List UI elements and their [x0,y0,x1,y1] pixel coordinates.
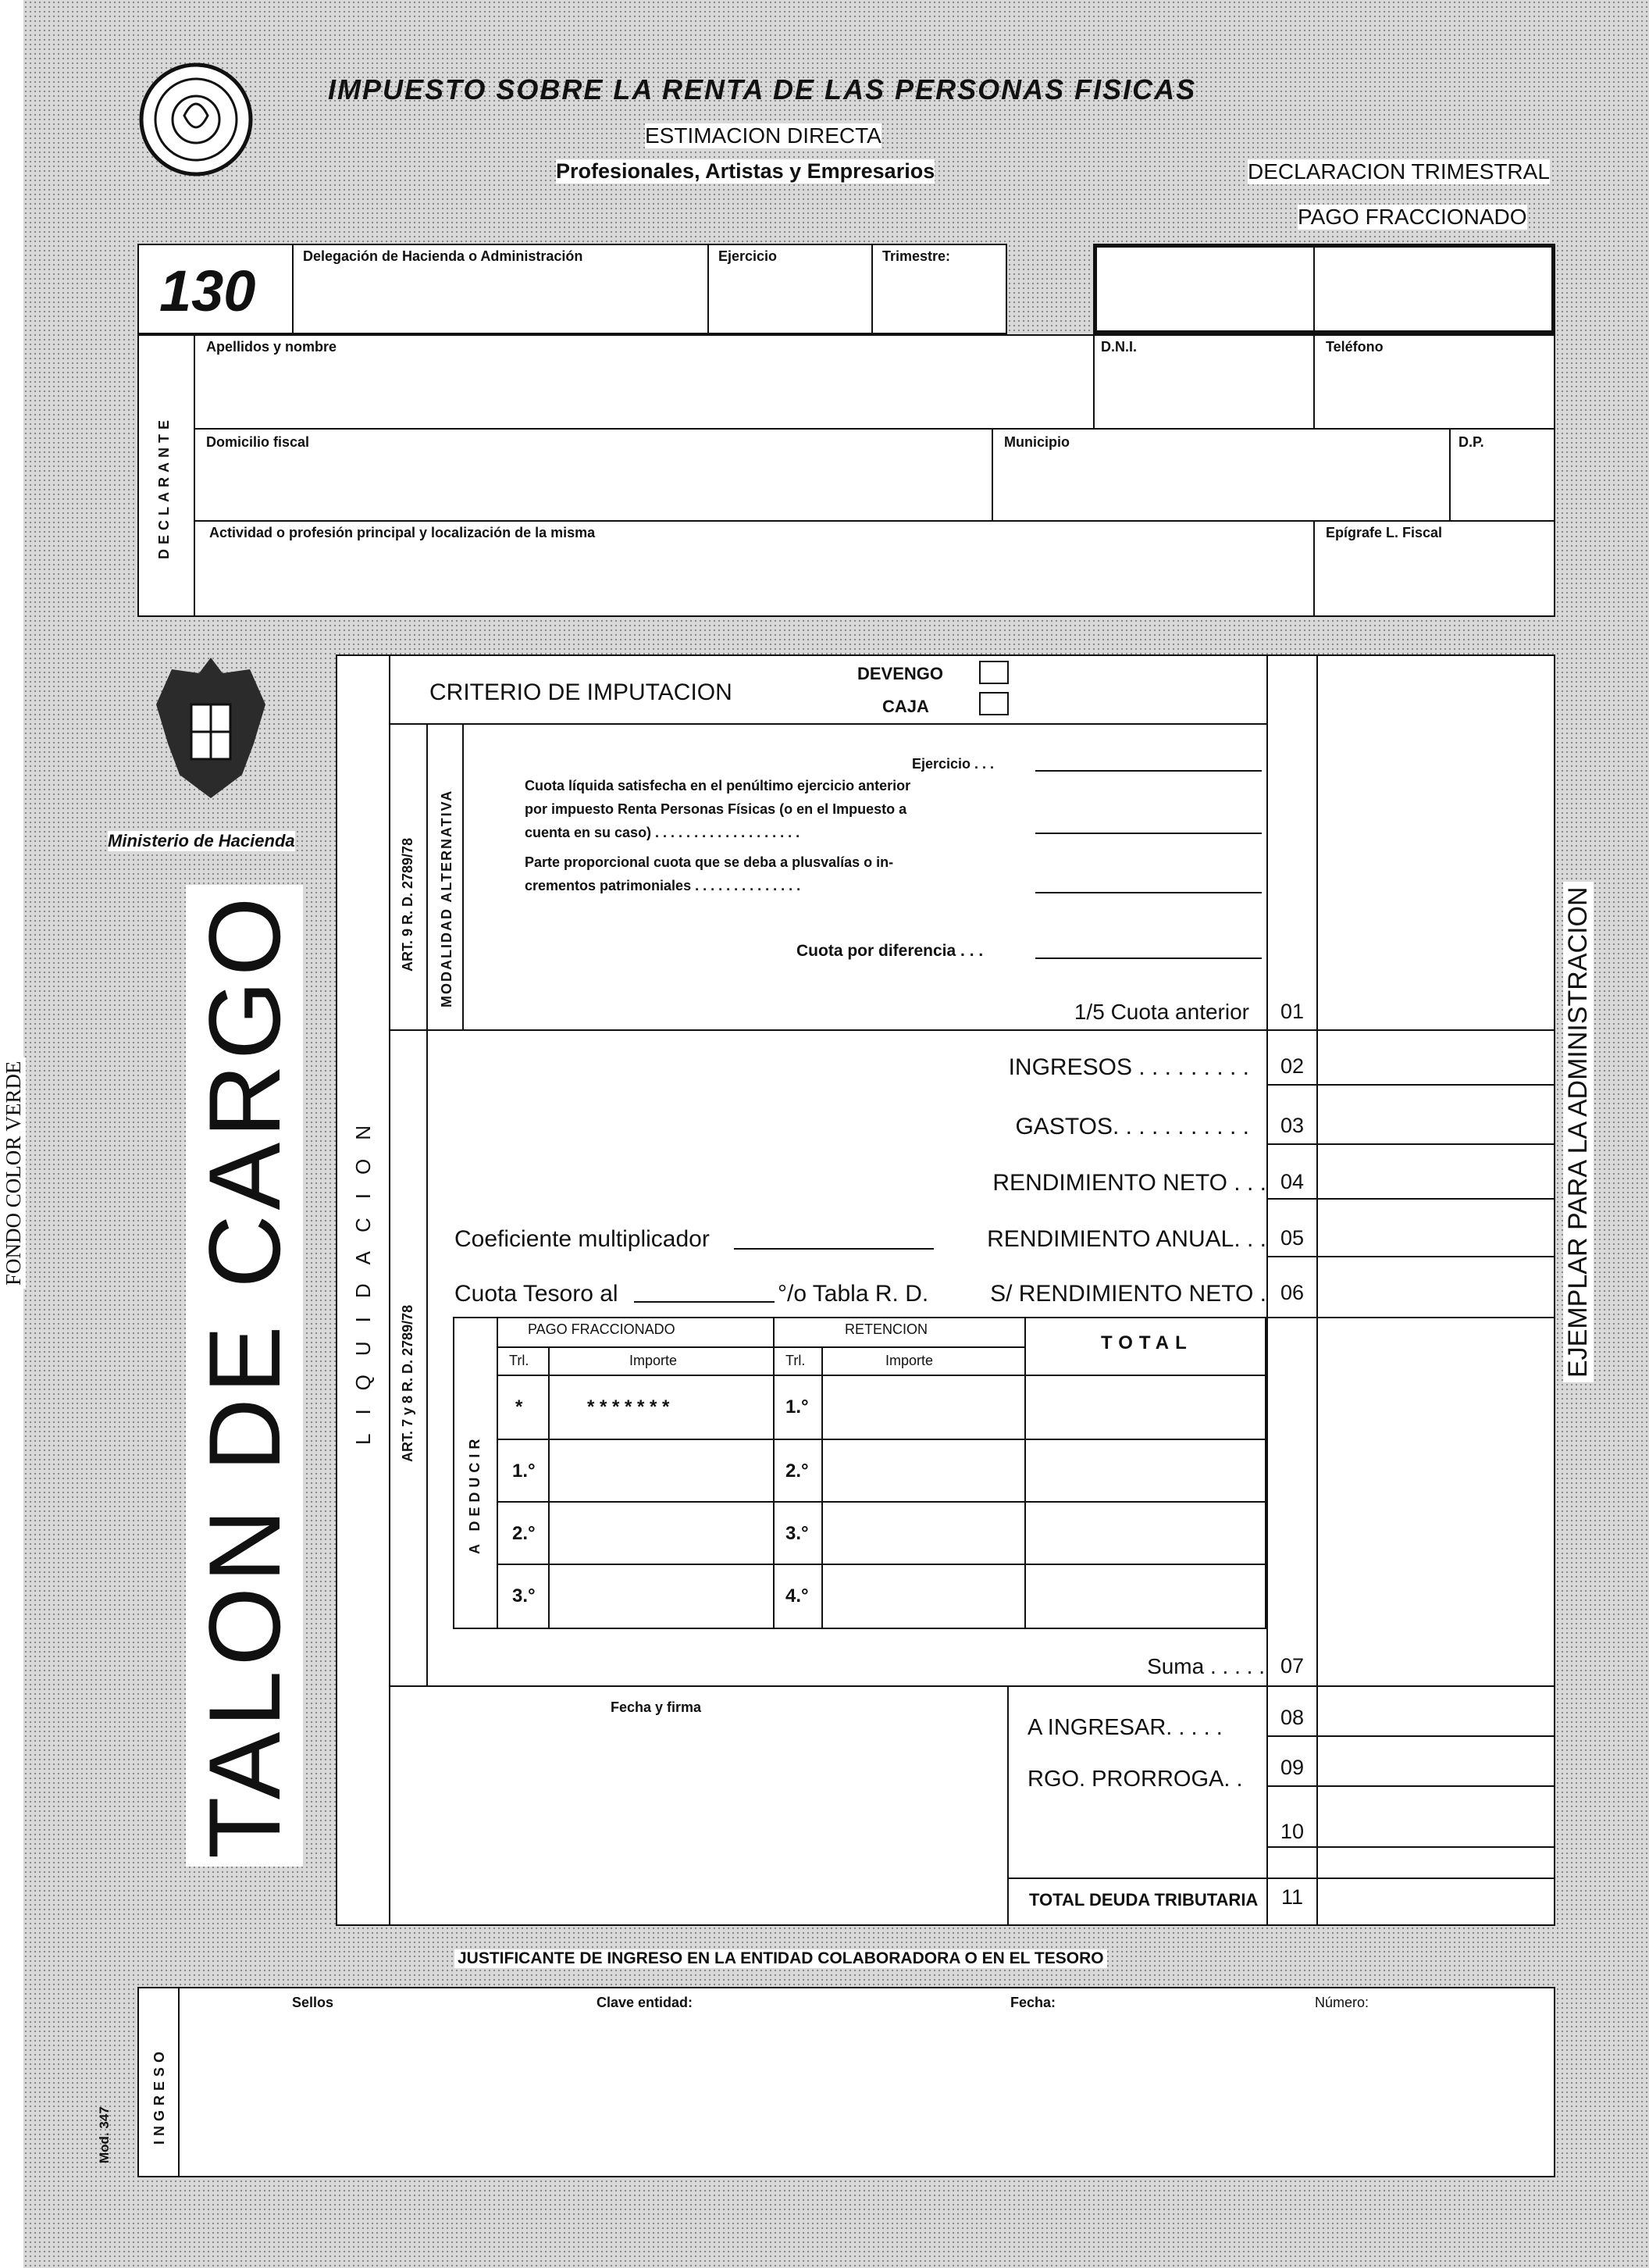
deduction-table [453,1317,1266,1629]
delegacion-field[interactable] [294,267,707,333]
art7-label: ART. 7 y 8 R. D. 2789/78 [400,1304,415,1462]
suma-label: Suma . . . . . [1147,1654,1265,1678]
domicilio-label: Domicilio fiscal [206,434,310,450]
prorroga-number: 09 [1280,1756,1305,1779]
cuota-liquida-2: por impuesto Renta Personas Físicas (o en el Impuesto a [525,801,907,817]
row-04-number: 04 [1280,1170,1305,1193]
parte-proporcional-answer[interactable] [1035,892,1262,893]
coef-label: Coeficiente multiplicador [454,1226,710,1252]
prorroga-label: RGO. PRORROGA. . [1028,1767,1243,1792]
declaracion-trimestral: DECLARACION TRIMESTRAL [1248,159,1550,184]
ejemplar-label: EJEMPLAR PARA LA ADMINISTRACION [1563,882,1594,1382]
municipio-label: Municipio [1004,434,1070,450]
deduct-row-2-pf-trl: 1.° [512,1460,536,1482]
deduct-row-4-ret-trl: 4.° [785,1585,809,1606]
ingreso-stamp-area[interactable] [181,2015,1552,2174]
cuota-tesoro-label: Cuota Tesoro al [454,1281,618,1307]
devengo-label: DEVENGO [857,664,944,683]
pago-fraccionado-header: PAGO FRACCIONADO [1298,205,1527,229]
dp-label: D.P. [1458,434,1484,450]
criterio-label: CRITERIO DE IMPUTACION [429,679,732,705]
delegacion-label: Delegación de Hacienda o Administración [303,248,583,264]
retencion-col: RETENCION [845,1321,928,1337]
deduct-row-1-ret-trl: 1.° [785,1396,809,1418]
parte-proporcional-2: crementos patrimoniales . . . . . . . . . . . . . . [525,878,801,893]
coat-of-arms-icon [148,650,273,814]
declarante-section [137,334,1555,617]
deduct-row-1-pf-trl: * [515,1396,523,1418]
row-06-label: S/ RENDIMIENTO NETO . [990,1281,1266,1307]
row-03-label: GASTOS. . . . . . . . . . . [1015,1114,1249,1139]
cuota-tesoro-answer[interactable] [634,1301,775,1303]
ejercicio-line-label: Ejercicio . . . [912,756,995,772]
a-ingresar-label: A INGRESAR. . . . . [1028,1715,1223,1740]
clave-entidad-label: Clave entidad: [597,1995,693,2010]
row-02-label: INGRESOS . . . . . . . . . [1008,1054,1249,1080]
row-06-number: 06 [1280,1281,1305,1304]
pct-tabla-label: °/o Tabla R. D. [778,1281,929,1307]
talon-de-cargo: TALON DE CARGO [186,885,303,1867]
justificante-title: JUSTIFICANTE DE INGRESO EN LA ENTIDAD COLABORADORA O EN EL TESORO [454,1949,1107,1968]
row-01-number: 01 [1280,1000,1305,1023]
declarante-side-label: DECLARANTE [156,415,172,559]
margin-note: FONDO COLOR VERDE [2,1057,26,1289]
form-subtitle-2: Profesionales, Artistas y Empresarios [556,159,935,183]
apellidos-label: Apellidos y nombre [206,339,337,355]
sellos-label: Sellos [292,1995,334,2010]
pf-importe-header: Importe [629,1353,678,1368]
row-01-label: 1/5 Cuota anterior [1074,1000,1249,1024]
model-number: 130 [159,259,256,323]
suma-number: 07 [1280,1654,1305,1678]
cuota-diferencia-answer[interactable] [1035,957,1262,959]
form-title: IMPUESTO SOBRE LA RENTA DE LAS PERSONAS FISICAS [328,73,1197,105]
row-03-number: 03 [1280,1114,1305,1137]
art9-label: ART. 9 R. D. 2789/78 [400,837,415,972]
ret-importe-header: Importe [885,1353,934,1368]
row-02-number: 02 [1280,1054,1305,1078]
deduct-row-2-ret-trl: 2.° [785,1460,809,1482]
devengo-checkbox[interactable] [979,661,1009,684]
trimestre-label: Trimestre: [882,248,951,264]
total-deuda-label: TOTAL DEUDA TRIBUTARIA [1029,1890,1259,1910]
deduct-row-3-pf-trl: 2.° [512,1523,536,1544]
numero-label: Número: [1315,1995,1369,2010]
liquidacion-side-label: LIQUIDACION [351,1106,375,1445]
cuota-liquida-3: cuenta en su caso) . . . . . . . . . . . . . . . . . . . [525,825,800,840]
pf-trl-header: Trl. [509,1353,529,1368]
actividad-label: Actividad o profesión principal y localización de la misma [209,525,596,540]
form-subtitle: ESTIMACION DIRECTA [645,123,881,148]
parte-proporcional-1: Parte proporcional cuota que se deba a plusvalías o in- [525,854,894,870]
caja-checkbox[interactable] [979,692,1009,715]
epigrafe-label: Epígrafe L. Fiscal [1326,525,1443,540]
cuota-liquida-1: Cuota líquida satisfecha en el penúltimo ejercicio anterior [525,778,911,793]
total-col: TOTAL [1101,1332,1193,1353]
row-10-number: 10 [1280,1820,1305,1843]
answer-column[interactable] [1318,656,1554,1924]
ret-trl-header: Trl. [785,1353,806,1368]
a-deducir-label: A DEDUCIR [467,1434,483,1554]
ingreso-side-label: INGRESO [151,2046,167,2145]
fecha-firma-label: Fecha y firma [611,1699,702,1715]
deduct-row-4-pf-trl: 3.° [512,1585,536,1606]
mod-label: Mod. 347 [97,2106,112,2163]
deduct-row-1-pf-importe: * * * * * * * [587,1396,670,1418]
admin-code-box[interactable] [1093,244,1555,334]
official-seal-icon [137,61,255,178]
total-deuda-number: 11 [1280,1885,1304,1909]
ejercicio-label: Ejercicio [718,248,778,264]
dni-label: D.N.I. [1101,339,1138,355]
a-ingresar-number: 08 [1280,1706,1305,1729]
row-05-label: RENDIMIENTO ANUAL. . . [987,1226,1266,1252]
ministry-label: Ministerio de Hacienda [108,831,295,850]
row-05-number: 05 [1280,1226,1305,1250]
cuota-liquida-answer[interactable] [1035,833,1262,834]
ejercicio-answer[interactable] [1035,770,1262,772]
caja-label: CAJA [882,697,929,716]
telefono-label: Teléfono [1326,339,1384,355]
cuota-diferencia-label: Cuota por diferencia . . . [796,942,984,960]
row-04-label: RENDIMIENTO NETO . . . [992,1170,1266,1196]
modalidad-label: MODALIDAD ALTERNATIVA [439,789,454,1007]
fecha-label: Fecha: [1010,1995,1056,2010]
deduct-row-3-ret-trl: 3.° [785,1523,809,1544]
pago-fraccionado-col: PAGO FRACCIONADO [528,1321,675,1337]
